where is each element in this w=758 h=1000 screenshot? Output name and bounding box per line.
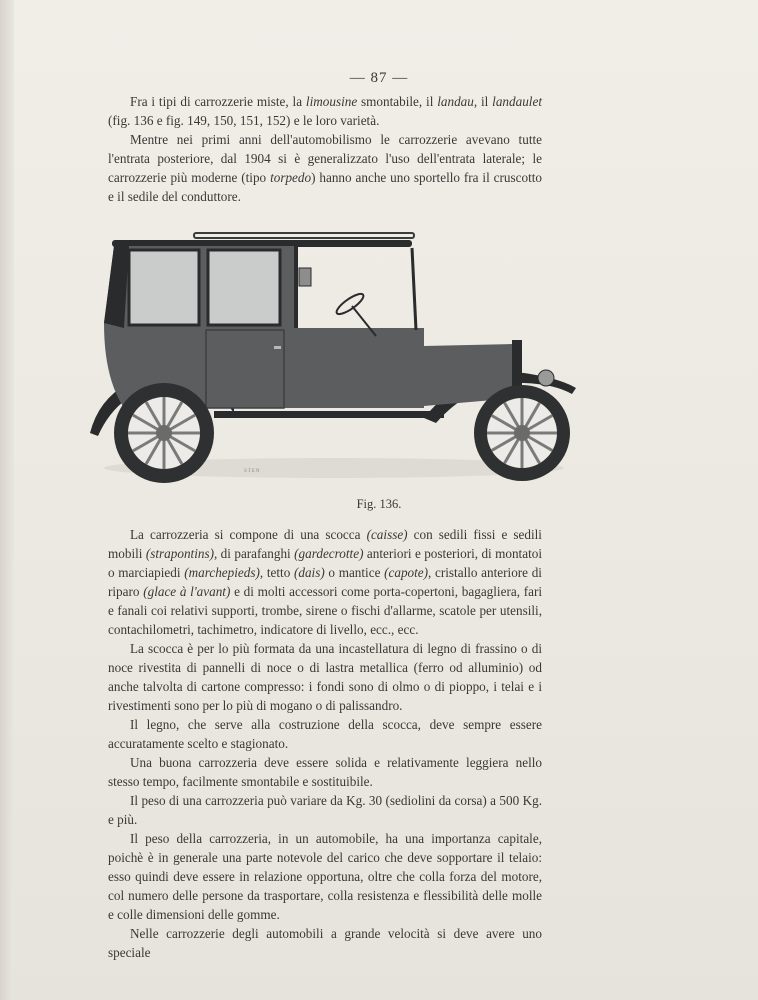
roof <box>112 240 412 247</box>
italic-term: torpedo <box>270 170 312 185</box>
italic-term: (capote) <box>384 565 429 580</box>
italic-term: (glace à l'avant) <box>143 584 231 599</box>
running-board <box>214 411 444 418</box>
text-run: Il legno, che serve alla costruzione della scocca, deve sempre essere accuratamente scelto e stagionato. <box>108 717 542 751</box>
figure-caption: Fig. 136. <box>356 497 402 511</box>
text-run: Mentre nei primi anni dell'automobilismo le carrozzerie avevano tutte l'entrata posteriore, dal 1904 si è generalizzato l'uso dell'entrata laterale; le carrozzerie più moderne (tipo <box>108 132 542 185</box>
italic-term: (caisse) <box>366 527 408 542</box>
door-window <box>208 250 280 325</box>
top-text-block <box>108 92 542 206</box>
text-run: Il peso di una carrozzeria può variare da Kg. 30 (sediolini da corsa) a 500 Kg. e più. <box>108 793 542 827</box>
italic-term: landaulet <box>492 94 542 109</box>
italic-term: (gardecrotte) <box>294 546 364 561</box>
driver-compartment-body <box>294 328 424 408</box>
text-run: Fra i tipi di carrozzerie miste, la <box>130 94 306 109</box>
text-run: , il <box>473 94 493 109</box>
bottom-paragraph <box>108 525 542 639</box>
text-run: e di molti accessori come porta-copertoni, bagagliera, fari e fanali coi relativi supporti, trombe, sirene o fischi d'allarme, scatole per utensili, contachilometri, tachimetro, indicatore di livello, ecc., ecc. <box>108 584 542 637</box>
text-run: Una buona carrozzeria deve essere solida e relativamente leggiera nello stesso tempo, facilmente smontabile e sostituibile. <box>108 755 542 789</box>
bottom-paragraph <box>108 639 542 715</box>
text-run: , cristallo anteriore di riparo <box>108 565 542 599</box>
text-run: con sedili fissi e sedili mobili <box>108 527 542 561</box>
text-run: , tetto <box>259 565 294 580</box>
top-paragraph <box>108 130 542 206</box>
text-run: ) hanno anche uno sportello fra il cruscotto e il sedile del conduttore. <box>108 170 542 204</box>
text-run: smontabile, il <box>357 94 438 109</box>
bottom-paragraph <box>108 924 542 962</box>
windshield-frame <box>412 248 416 330</box>
rear-wheel <box>114 383 214 483</box>
steering-wheel <box>334 291 366 318</box>
text-run: La carrozzeria si compone di una scocca <box>130 527 367 542</box>
roof-rack <box>194 233 414 238</box>
side-lamp <box>299 268 311 286</box>
italic-term: (marchepieds) <box>184 565 260 580</box>
limousine-car-image <box>84 228 584 490</box>
figure-136-limousine-illustration <box>84 228 584 490</box>
text-run: (fig. 136 e fig. 149, 150, 151, 152) e le loro varietà. <box>108 113 380 128</box>
front-wheel <box>474 385 570 481</box>
italic-term: landau <box>437 94 474 109</box>
page-number: — 87 — <box>349 70 409 86</box>
text-run: Il peso della carrozzeria, in un automobile, ha una importanza capitale, poichè è in generale una parte notevole del carico che deve sopportare il telaio: esso quindi deve essere in relazione opportuna, oltre che colla forza del motore, col numero delle persone da trasportare, colla resistenza e flessibilità delle molle e colle dimensioni delle gomme. <box>108 831 542 922</box>
headlamp <box>538 370 554 386</box>
top-paragraph <box>108 92 542 130</box>
text-run: , di parafanghi <box>213 546 295 561</box>
text-run: Nelle carrozzerie degli automobili a grande velocità si deve avere uno speciale <box>108 926 542 960</box>
italic-term: (dais) <box>293 565 325 580</box>
bottom-paragraph <box>108 753 542 791</box>
engraver-mark: STEN <box>244 469 261 474</box>
bottom-text-block <box>108 525 542 962</box>
text-run: o mantice <box>324 565 385 580</box>
text-run: La scocca è per lo più formata da una incastellatura di legno di frassino o di noce rivestita di pannelli di noce o di lastra metallica (ferro od alluminio) od anche talvolta di cartone compresso: i fondi sono di olmo o di pioppo, i telai e i rivestimenti sono per lo più di mogano o di palissandro. <box>108 641 542 713</box>
door-handle <box>274 346 281 349</box>
text-run: anteriori e posteriori, di montatoi o marciapiedi <box>108 546 543 580</box>
bottom-paragraph <box>108 829 542 924</box>
bottom-paragraph <box>108 715 542 753</box>
bottom-paragraph <box>108 791 542 829</box>
radiator <box>512 340 522 388</box>
rear-window <box>129 250 199 325</box>
italic-term: (strapontins) <box>145 546 214 561</box>
italic-term: limousine <box>305 94 358 109</box>
